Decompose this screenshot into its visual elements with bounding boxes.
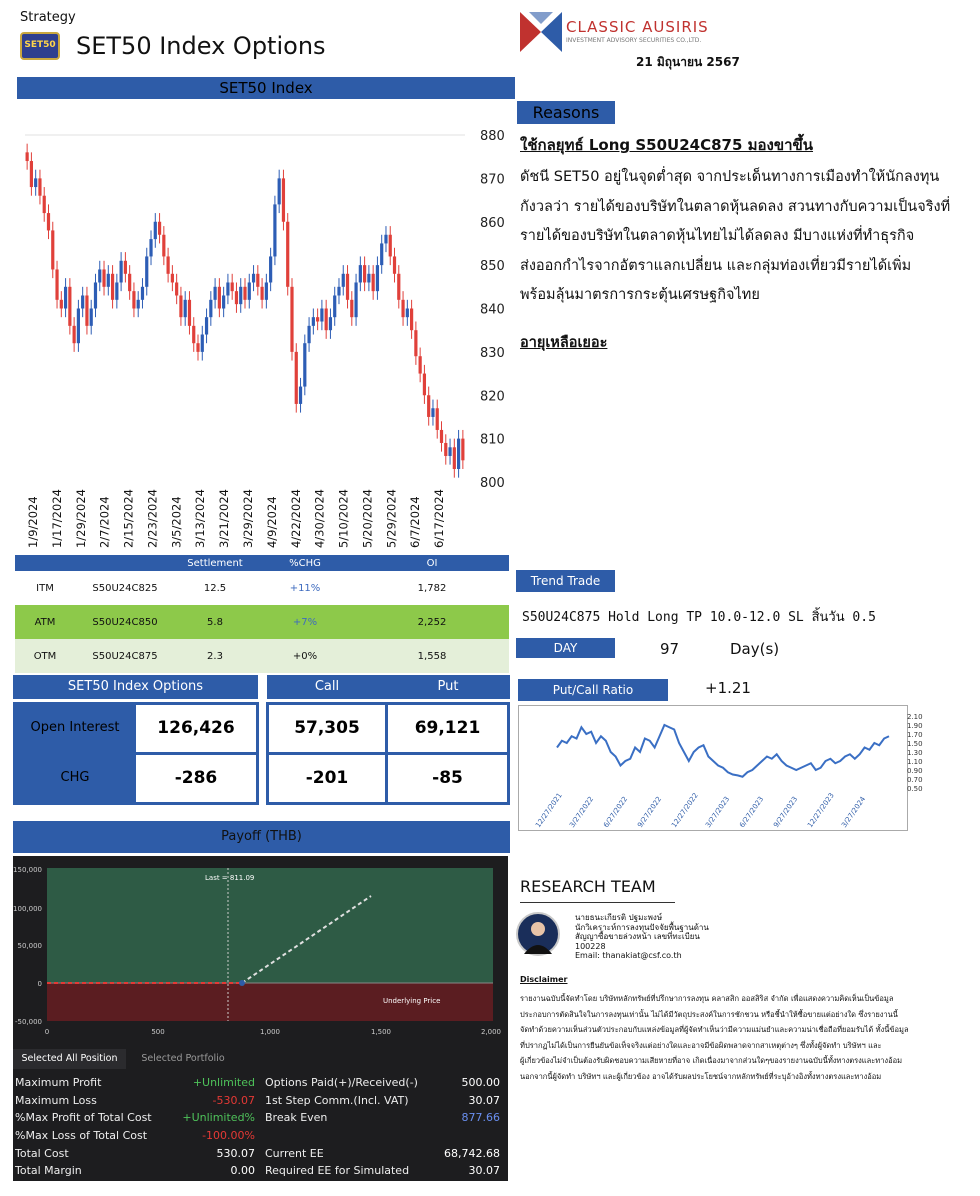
pcr-x-tick: 3/27/2023 (704, 795, 732, 830)
col-header: OI (355, 555, 509, 571)
x-tick-label: 5/20/2024 (360, 489, 375, 548)
candle-body (252, 274, 255, 283)
candle-body (222, 295, 225, 308)
oi-total-chg: -286 (136, 755, 256, 802)
stat-label: %Max Profit of Total Cost (15, 1111, 152, 1125)
research-team-title: RESEARCH TEAM (520, 877, 656, 896)
stat-label: Maximum Profit (15, 1076, 102, 1089)
candle-body (359, 265, 362, 282)
candle-body (346, 274, 349, 300)
candle-body (162, 235, 165, 257)
candle-body (213, 287, 216, 300)
payoff-chart (13, 856, 508, 1044)
candle-body (132, 291, 135, 308)
candle-body (423, 374, 426, 396)
reasons-header: Reasons (517, 101, 615, 124)
y-tick-label: 800 (480, 476, 505, 491)
candle-body (171, 274, 174, 283)
x-tick-label: 6/7/2024 (408, 496, 423, 548)
candle-body (316, 317, 319, 321)
candle-body (431, 408, 434, 417)
oi-call-value: 57,305 (269, 705, 385, 752)
cell: S50U24C875 (75, 639, 175, 673)
candle-body (372, 274, 375, 291)
pcr-y-tick: 0.70 (907, 776, 923, 784)
candle-body (419, 356, 422, 373)
stat-value: +Unlimited% (182, 1111, 255, 1125)
candle-body (145, 256, 148, 286)
payoff-y-tick: 100,000 (13, 905, 42, 913)
x-tick-label: 6/17/2024 (432, 489, 447, 548)
payoff-x-tick: 500 (151, 1028, 165, 1036)
candle-body (333, 295, 336, 317)
candle-body (444, 443, 447, 456)
y-tick-label: 810 (480, 432, 505, 448)
pcr-y-tick: 1.70 (907, 731, 923, 739)
pcr-x-tick: 6/27/2022 (602, 795, 630, 830)
col-header (75, 555, 175, 571)
analyst-avatar (516, 912, 560, 956)
candle-body (427, 395, 430, 417)
candle-body (141, 287, 144, 300)
report-date: 21 มิถุนายน 2567 (636, 55, 740, 69)
candle-body (188, 300, 191, 326)
candle-body (51, 230, 54, 269)
candle-body (149, 239, 152, 256)
oi-header-call: Call (267, 675, 387, 699)
candle-body (389, 235, 392, 257)
y-tick-label: 840 (480, 302, 505, 318)
cell: OTM (15, 639, 75, 673)
company-name: CLASSIC AUSIRIS (566, 18, 709, 36)
candle-body (414, 330, 417, 356)
pcr-x-tick: 12/27/2023 (806, 791, 836, 830)
reason-line: ส่งออกกำไรจากอัตราแลกเปลี่ยน และกลุ่มท่องเที่ยวมีรายได้เพิ่ม (520, 257, 912, 274)
analyst-line: 100228 (575, 941, 606, 951)
y-tick-label: 880 (480, 129, 505, 144)
reason-title: ใช้กลยุทธ์ Long S50U24C875 มองขาขึ้น (520, 136, 814, 154)
y-tick-label: 860 (480, 215, 505, 231)
disclaimer-line: ที่ปรากฏไม่ได้เป็นการยืนยันข้อเท็จจริงแต่อย่างใดและอาจมีข้อผิดพลาดจากสาเหตุต่างๆ ซึ่งทั้งผู้จัดทำ บริษัทฯ และ (520, 1040, 882, 1050)
stat-value: 30.07 (468, 1164, 500, 1178)
candle-body (137, 300, 140, 309)
options-table (15, 555, 509, 673)
candle-body (290, 287, 293, 352)
day-label: DAY (516, 638, 615, 658)
oi-row-label: Open Interest (30, 720, 120, 735)
candle-body (102, 269, 105, 286)
stat-value: 0.00 (230, 1164, 255, 1178)
reason-line: ดัชนี SET50 อยู่ในจุดต่ำสุด จากประเด็นทางการเมืองทำให้นักลงทุน (520, 169, 940, 185)
candle-body (397, 274, 400, 300)
payoff-header: Payoff (THB) (13, 821, 510, 853)
analyst-line: นายธนะเกียรติ ปฐมะพงษ์ (575, 913, 663, 922)
x-tick-label: 1/17/2024 (49, 489, 64, 548)
candle-body (239, 287, 242, 304)
set50-candlestick-chart (10, 120, 510, 550)
y-tick-label: 820 (480, 389, 505, 405)
stat-value: -530.07 (212, 1093, 255, 1107)
candle-body (226, 282, 229, 295)
y-tick-label: 830 (480, 345, 505, 361)
stat-label: Required EE for Simulated (265, 1164, 410, 1178)
pcr-y-tick: 1.10 (907, 758, 923, 766)
payoff-stats (15, 1074, 505, 1180)
x-tick-label: 2/23/2024 (145, 489, 160, 548)
oi-header-options: SET50 Index Options (13, 675, 258, 699)
analyst-info (575, 913, 709, 961)
cell: 2,252 (355, 605, 509, 639)
pcr-x-tick: 6/27/2023 (738, 795, 766, 830)
table-row (15, 605, 509, 639)
reason-line: กังวลว่า รายได้ของบริษัทในตลาดหุ้นลดลง สวนทางกับความเป็นจริงที่ (520, 198, 951, 215)
candle-body (295, 352, 298, 404)
candle-body (273, 204, 276, 256)
pcr-x-tick: 12/27/2022 (670, 791, 700, 830)
candle-body (209, 300, 212, 317)
stat-value: 68,742.68 (444, 1146, 500, 1160)
payoff-y-tick: 50,000 (17, 942, 42, 950)
tab-selected-all-position[interactable]: Selected All Position (13, 1049, 126, 1069)
x-tick-label: 4/22/2024 (288, 489, 303, 548)
candle-body (60, 300, 63, 309)
disclaimer-line: จัดทำด้วยความเห็นส่วนตัวประกอบกับแหล่งข้อมูลที่ผู้จัดทำเห็นว่ามีความแม่นยำและความน่าเชื่อถือที่ยอมรับได้ ทั้งนี้ข้อมูล (520, 1025, 909, 1034)
candle-body (64, 287, 67, 309)
payoff-panel (13, 856, 508, 1181)
candle-body (342, 274, 345, 287)
cell: 5.8 (175, 605, 255, 639)
x-tick-label: 3/21/2024 (217, 489, 232, 548)
candle-body (278, 178, 281, 204)
candle-body (436, 408, 439, 430)
candle-body (299, 387, 302, 404)
candle-body (128, 274, 131, 291)
cell: +0% (255, 639, 355, 673)
candle-body (457, 439, 460, 469)
oi-total-value: 126,426 (136, 705, 256, 752)
candle-body (303, 343, 306, 386)
pcr-y-tick: 1.90 (907, 722, 923, 730)
payoff-last-label: Last = 811.09 (205, 874, 255, 882)
candle-body (43, 196, 46, 213)
cell: +11% (255, 571, 355, 605)
candle-body (393, 256, 396, 273)
pcr-x-tick: 12/27/2021 (534, 791, 564, 830)
pcr-y-tick: 0.90 (907, 767, 923, 775)
stat-label: Current EE (265, 1146, 324, 1160)
candle-body (265, 282, 268, 299)
candle-body (85, 295, 88, 325)
x-tick-label: 3/5/2024 (169, 496, 184, 548)
set50-logo: SET50 (20, 32, 60, 60)
candle-body (286, 222, 289, 287)
candle-body (376, 265, 379, 291)
candle-body (175, 282, 178, 295)
oi-put-chg: -85 (388, 755, 507, 802)
payoff-y-tick: 0 (37, 980, 42, 988)
trend-trade-header: Trend Trade (516, 570, 615, 592)
oi-call-chg: -201 (269, 755, 385, 802)
stat-label: Maximum Loss (15, 1093, 97, 1107)
pcr-x-tick: 9/27/2023 (772, 795, 800, 830)
x-tick-label: 1/9/2024 (26, 496, 40, 548)
candle-body (90, 309, 93, 326)
disclaimer-body (520, 991, 938, 1084)
payoff-y-tick: 150,000 (13, 866, 42, 874)
pcr-x-tick: 3/27/2022 (568, 795, 596, 830)
payoff-x-label: Underlying Price (383, 997, 441, 1005)
disclaimer-title: Disclaimer (520, 975, 568, 984)
stat-row (15, 1162, 505, 1180)
candle-body (410, 309, 413, 331)
candle-body (107, 274, 110, 287)
candle-body (205, 317, 208, 334)
candle-body (363, 265, 366, 282)
stat-label: 1st Step Comm.(Incl. VAT) (265, 1093, 409, 1107)
stat-label: Options Paid(+)/Received(-) (265, 1076, 418, 1089)
candle-body (158, 222, 161, 235)
candle-body (73, 326, 76, 343)
stat-value: +Unlimited (192, 1076, 255, 1089)
y-tick-label: 870 (480, 172, 505, 188)
candle-body (269, 256, 272, 282)
candle-body (243, 287, 246, 300)
payoff-y-tick: -50,000 (14, 1018, 42, 1026)
tab-selected-portfolio[interactable]: Selected Portfolio (141, 1053, 225, 1064)
col-header: Settlement (175, 555, 255, 571)
y-tick-label: 850 (480, 259, 505, 275)
candle-body (325, 309, 328, 331)
pcr-y-tick: 2.10 (907, 713, 923, 721)
payoff-x-tick: 1,000 (259, 1028, 281, 1036)
candle-body (30, 161, 33, 187)
trend-trade-text: S50U24C875 Hold Long TP 10.0-12.0 SL สิ้นวัน 0.5 (522, 610, 876, 625)
analyst-line: นักวิเคราะห์การลงทุนปัจจัยพื้นฐานด้าน (575, 922, 709, 932)
cell: ITM (15, 571, 75, 605)
pcr-y-tick: 0.50 (907, 785, 923, 793)
candle-body (201, 335, 204, 352)
put-call-ratio-chart (518, 705, 923, 831)
reason-subtitle: อายุเหลือเยอะ (520, 335, 608, 351)
x-tick-label: 2/7/2024 (97, 496, 112, 548)
put-call-ratio-value: +1.21 (705, 679, 751, 697)
x-tick-label: 4/30/2024 (312, 489, 327, 548)
strategy-label: Strategy (20, 10, 76, 25)
candle-body (231, 282, 234, 291)
candle-body (401, 300, 404, 317)
stat-row (15, 1127, 505, 1145)
col-header: %CHG (255, 555, 355, 571)
stat-value: 877.66 (461, 1111, 500, 1125)
pcr-y-tick: 1.30 (907, 749, 923, 757)
candle-body (26, 152, 29, 161)
page-title: SET50 Index Options (76, 32, 326, 60)
candle-body (94, 282, 97, 308)
cell: 12.5 (175, 571, 255, 605)
candle-body (192, 326, 195, 343)
candle-body (120, 261, 123, 283)
candle-body (260, 287, 263, 300)
candle-body (77, 309, 80, 344)
day-value: 97 (660, 640, 680, 658)
disclaimer-line: ผู้เกี่ยวข้องไม่จำเป็นต้องรับผิดชอบความเสียหายที่อาจ เกิดเนื่องมาจากส่วนใดๆของรายงานฉบับนี้ทั้งทางตรงและทางอ้อม (520, 1056, 903, 1065)
candle-body (179, 295, 182, 317)
divider (520, 902, 675, 903)
stat-label: Total Cost (15, 1146, 69, 1160)
candle-body (354, 282, 357, 317)
stat-value: 500.00 (461, 1076, 500, 1089)
x-tick-label: 4/9/2024 (264, 496, 279, 548)
cell: S50U24C825 (75, 571, 175, 605)
candle-body (320, 309, 323, 322)
candle-body (184, 300, 187, 317)
candle-body (350, 300, 353, 317)
disclaimer-line: นอกจากนี้ผู้จัดทำ บริษัทฯ และผู้เกี่ยวข้อง อาจได้รับผลประโยชน์จากหลักทรัพย์ที่ระบุอ้างอิงทั้งทางตรงและทางอ้อม (520, 1071, 882, 1081)
candle-body (312, 317, 315, 326)
stat-row (15, 1074, 505, 1092)
x-tick-label: 3/13/2024 (193, 489, 208, 548)
candle-body (461, 439, 464, 461)
stat-row (15, 1109, 505, 1127)
candle-body (115, 282, 118, 299)
stat-value: 30.07 (468, 1093, 500, 1107)
candle-body (47, 213, 50, 230)
stat-label: %Max Loss of Total Cost (15, 1129, 148, 1143)
candle-body (81, 295, 84, 308)
x-tick-label: 2/15/2024 (121, 489, 136, 548)
candle-body (448, 447, 451, 456)
pcr-y-tick: 1.50 (907, 740, 923, 748)
disclaimer-line: ประกอบการตัดสินใจในการลงทุนเท่านั้น ไม่ได้มีวัตถุประสงค์ในการชักชวน หรือชี้นำให้ซื้อขายแต่อย่างใด ซึ่งรายงานนี้ (520, 1009, 898, 1019)
oi-row-label: CHG (60, 770, 90, 785)
payoff-x-tick: 2,000 (480, 1028, 502, 1036)
analyst-line: Email: thanakiat@csf.co.th (575, 951, 682, 960)
candle-body (196, 343, 199, 352)
candle-body (337, 287, 340, 296)
analyst-line: สัญญาซื้อขายล่วงหน้า เลขที่ทะเบียน (575, 932, 700, 941)
table-row (15, 571, 509, 605)
reason-line: พร้อมลุ้นมาตรการกระตุ้นเศรษฐกิจไทย (520, 287, 760, 303)
candle-body (367, 274, 370, 283)
day-unit: Day(s) (730, 640, 780, 658)
candle-body (384, 235, 387, 244)
cell: ATM (15, 605, 75, 639)
cell: 2.3 (175, 639, 255, 673)
index-section-header: SET50 Index (17, 77, 515, 99)
company-subtitle: INVESTMENT ADVISORY SECURITIES CO.,LTD. (566, 37, 702, 44)
x-tick-label: 5/10/2024 (336, 489, 351, 548)
company-logo-icon (520, 12, 562, 52)
candle-body (329, 317, 332, 330)
candle-body (406, 309, 409, 318)
col-header (15, 555, 75, 571)
oi-header-put: Put (386, 675, 510, 699)
stat-value: -100.00% (202, 1129, 255, 1143)
stat-label: Break Even (265, 1111, 328, 1125)
candle-body (124, 261, 127, 274)
candle-body (167, 256, 170, 273)
stat-row (15, 1092, 505, 1110)
stat-value: 530.07 (216, 1146, 255, 1160)
cell: +7% (255, 605, 355, 639)
table-row (15, 639, 509, 673)
candle-body (154, 222, 157, 239)
candle-body (440, 430, 443, 443)
candle-body (380, 243, 383, 265)
reason-body (520, 163, 970, 311)
candle-body (248, 282, 251, 299)
candle-body (38, 178, 41, 195)
cell: S50U24C850 (75, 605, 175, 639)
payoff-x-tick: 0 (44, 1028, 50, 1036)
x-tick-label: 3/29/2024 (241, 489, 255, 548)
cell: 1,782 (355, 571, 509, 605)
x-tick-label: 5/29/2024 (384, 489, 399, 548)
candle-body (55, 269, 58, 299)
stat-row (15, 1145, 505, 1163)
candle-body (68, 287, 71, 326)
candle-body (453, 447, 456, 469)
stat-label: Total Margin (15, 1164, 82, 1178)
put-call-ratio-label: Put/Call Ratio (518, 679, 668, 701)
candle-body (307, 326, 310, 343)
candle-body (111, 274, 114, 300)
candle-body (235, 291, 238, 304)
table-header-row (15, 555, 509, 571)
oi-put-value: 69,121 (388, 705, 507, 752)
payoff-x-tick: 1,500 (370, 1028, 392, 1036)
pcr-x-tick: 3/27/2024 (840, 795, 868, 830)
reason-line: รายได้ของบริษัทในตลาดหุ้นไทยไม่ได้ลดลง มีบางแห่งที่ทำธุรกิจ (520, 228, 915, 244)
candle-body (98, 269, 101, 282)
pcr-x-tick: 9/27/2022 (636, 795, 664, 830)
disclaimer-line: รายงานฉบับนี้จัดทำโดย บริษัทหลักทรัพย์ที่ปรึกษาการลงทุน คลาสสิก ออสสิริส จำกัด เพื่อแสดงความคิดเห็นเป็นข้อมูล (520, 994, 894, 1003)
x-tick-label: 1/29/2024 (73, 489, 88, 548)
cell: 1,558 (355, 639, 509, 673)
pcr-series-line (557, 725, 889, 777)
candle-body (256, 274, 259, 287)
candle-body (218, 287, 221, 309)
candle-body (34, 178, 37, 187)
candle-body (282, 178, 285, 221)
